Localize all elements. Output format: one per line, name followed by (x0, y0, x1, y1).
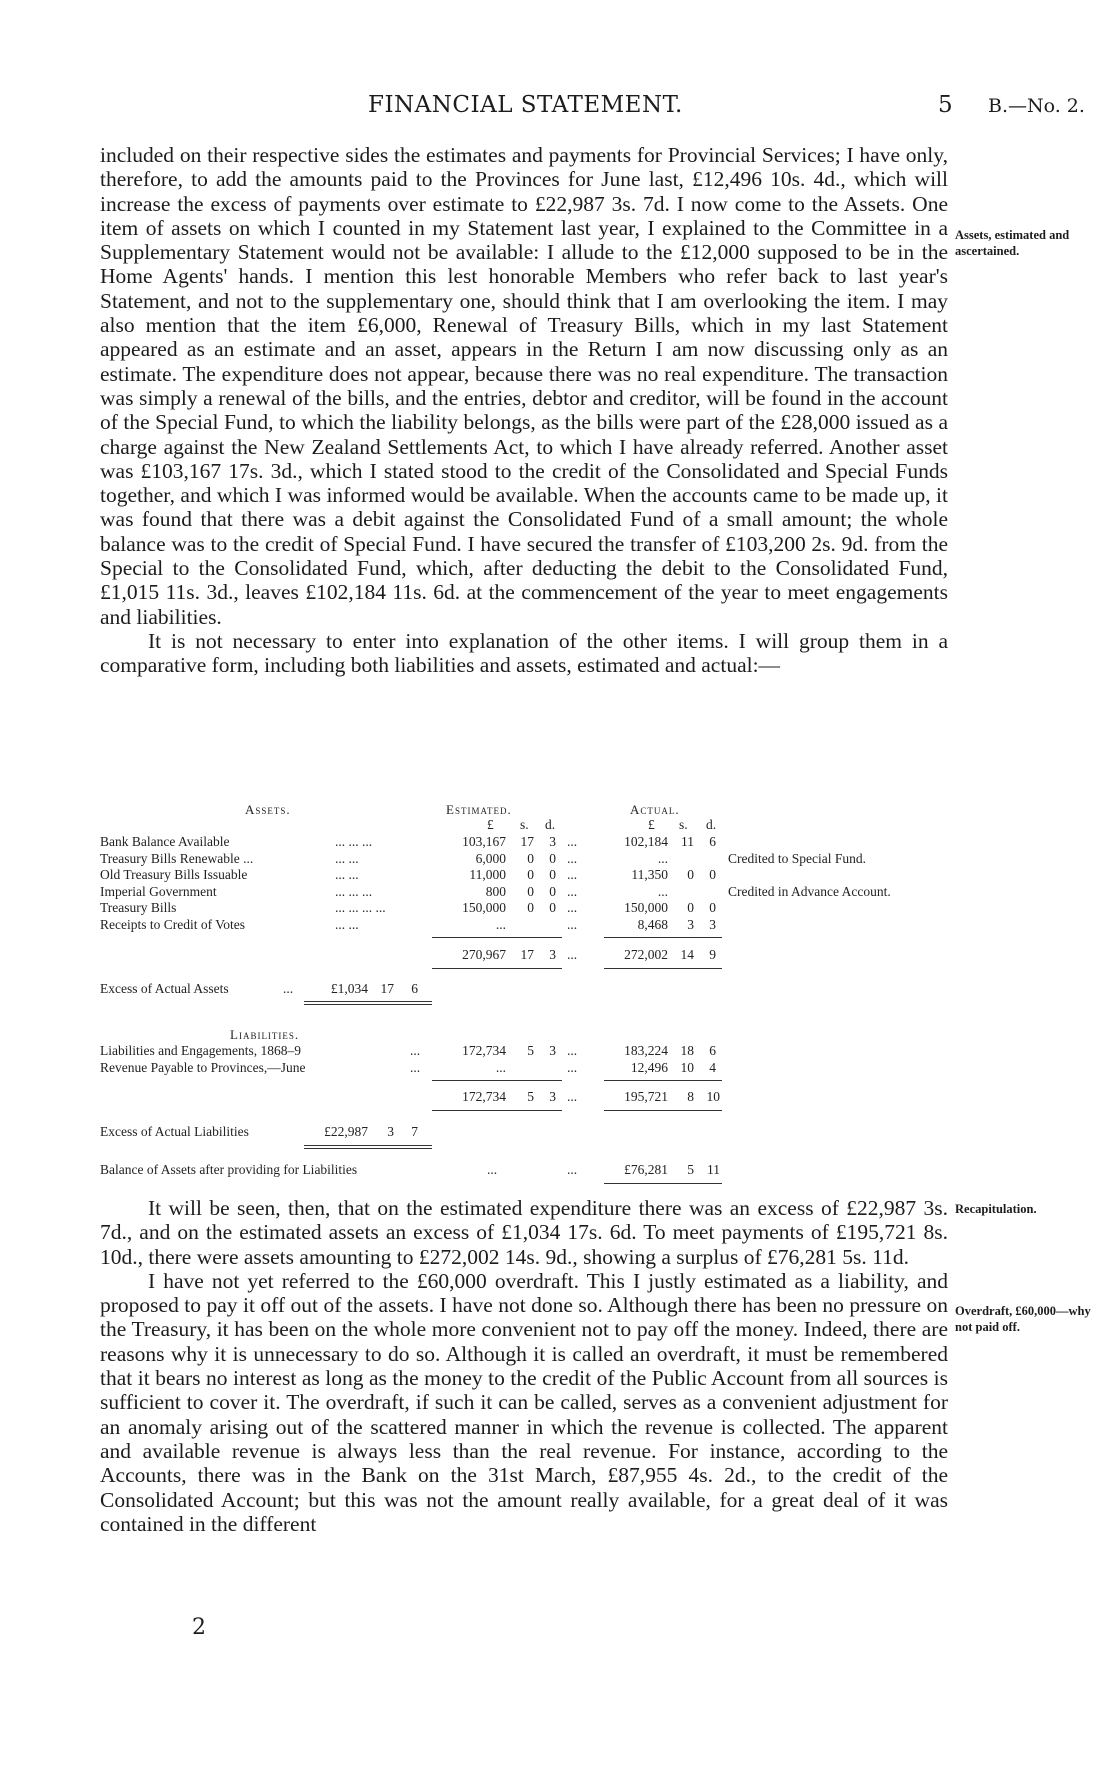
assets-total-act-shillings: 14 (680, 947, 694, 962)
liability-act-shillings: 10 (680, 1059, 694, 1075)
liability-est-shillings: 5 (527, 1043, 534, 1058)
liab-total-est-shillings: 5 (527, 1089, 534, 1104)
asset-row-mid-leader: ... (567, 867, 578, 882)
body-lower (100, 1196, 948, 1536)
asset-act-pounds: 150,000 (624, 900, 668, 915)
asset-row-label: Old Treasury Bills Issuable (100, 867, 248, 882)
excess-assets-pence: 6 (411, 981, 418, 996)
liability-row-leader: ... (410, 1043, 421, 1058)
asset-act-shillings: 11 (681, 834, 694, 849)
asset-est-shillings: 0 (527, 900, 534, 915)
asset-act-pounds: 11,350 (631, 867, 668, 882)
asset-act-pounds: ... (657, 850, 668, 866)
margin-note-overdraft: Overdraft, £60,000—why not paid off. (955, 1304, 1091, 1334)
balance-pence: 11 (707, 1162, 720, 1177)
asset-est-shillings: 0 (527, 850, 534, 866)
paragraph-3: It will be seen, then, that on the estimated expenditure there was an excess of £22,987 3s. 7d., and on the estimated assets an excess of £1,034 17s. 6d. To meet payments of £195,721 8s. 10d., there were assets amounting to £272,002 14s. 9d., showing a surplus of £76,281 5s. 11d. (100, 1196, 948, 1269)
asset-est-pounds: 6,000 (475, 850, 506, 866)
asset-est-pounds: ... (495, 916, 506, 932)
asset-est-shillings: 0 (527, 883, 534, 899)
act-shilling-header: s. (679, 817, 688, 832)
asset-est-pence: 0 (549, 850, 556, 866)
asset-row-leader: ... ... ... (335, 834, 373, 849)
asset-est-pence: 0 (549, 900, 556, 915)
estimated-heading: Estimated. (446, 802, 512, 817)
asset-act-pence: 0 (709, 867, 716, 882)
asset-act-shillings: 0 (687, 900, 694, 915)
liability-act-shillings: 18 (680, 1043, 694, 1058)
liab-total-est-pounds: 172,734 (462, 1089, 506, 1104)
liab-total-est-pence: 3 (549, 1089, 556, 1104)
asset-row-mid-leader: ... (567, 850, 578, 866)
asset-est-shillings: 0 (527, 867, 534, 882)
asset-row-label: Imperial Government (100, 883, 217, 899)
excess-assets-shillings: 17 (380, 981, 394, 996)
excess-assets-leader: ... (283, 981, 294, 996)
assets-total-act-pence: 9 (709, 947, 716, 962)
asset-row-label: Treasury Bills Renewable ... (100, 850, 254, 866)
paragraph-2: It is not necessary to enter into explanation of the other items. I will group them in a comparative form, including both liabilities and assets, estimated and actual:— (100, 628, 948, 678)
paragraph-1: included on their respective sides the estimates and payments for Provincial Services; I have only, therefore, to add the amounts paid to the Provinces for June last, £12,496 10s. 4d., which will increase the excess of payments over estimate to £22,987 3s. 7d. I now come to the Assets. One item of assets on which I counted in my Statement last year, I explained to the Committee in a Supplementary Statement would not be available: I allude to the £12,000 supposed to be in the Home Agents' hands. I mention this lest honorable Members who refer back to last year's Statement, and not to the supplementary one, should think that I am overlooking the item. I may also mention that the item £6,000, Renewal of Treasury Bills, which in my last Statement appeared as an estimate and an asset, appears in the Return I am now discussing only as an estimate. The expenditure does not appear, because there was no real expenditure. The transaction was simply a renewal of the bills, and the entries, debtor and creditor, will be found in the account of the Special Fund, to which the liability belongs, as the bills were part of the £28,000 issued as a charge against the New Zealand Settlements Act, to which I have already referred. Another asset was £103,167 17s. 3d., which I stated stood to the credit of the Consolidated and Special Funds together, and which I was informed would be available. When the accounts came to be made up, it was found that there was a debit against the Consolidated Fund of a small amount; the whole balance was to the credit of Special Fund. I have secured the transfer of £103,200 2s. 9d. from the Special to the Consolidated Fund, which, after deducting the debit to the Consolidated Fund, £1,015 11s. 3d., leaves £102,184 11s. 6d. at the commencement of the year to meet engagements and liabilities. (100, 143, 948, 629)
balance-leader-2: ... (567, 1162, 578, 1177)
liab-total-act-pounds: 195,721 (624, 1089, 668, 1104)
liability-row-leader: ... (410, 1059, 421, 1075)
balance-pounds: £76,281 (624, 1162, 668, 1177)
body-upper (100, 143, 948, 678)
asset-row-label: Treasury Bills (100, 900, 177, 915)
est-pound-header: £ (487, 817, 494, 832)
liability-act-pounds: 183,224 (624, 1043, 668, 1058)
act-pence-header: d. (706, 817, 717, 832)
asset-act-pence: 3 (709, 916, 716, 932)
asset-row-label: Receipts to Credit of Votes (100, 916, 245, 932)
liab-total-act-shillings: 8 (687, 1089, 694, 1104)
asset-act-pence: 6 (709, 834, 716, 849)
asset-row-leader: ... ... (335, 916, 359, 932)
asset-row-mid-leader: ... (567, 834, 578, 849)
liability-act-pence: 4 (709, 1059, 716, 1075)
est-shilling-header: s. (520, 817, 529, 832)
margin-note-assets: Assets, estimated and ascertained. (955, 228, 1070, 258)
act-pound-header: £ (648, 817, 655, 832)
asset-est-pence: 3 (549, 834, 556, 849)
asset-act-pounds: ... (657, 883, 668, 899)
liabilities-heading: Liabilities. (230, 1027, 300, 1042)
liability-act-pence: 6 (709, 1043, 716, 1058)
assets-total-est-pounds: 270,967 (462, 947, 506, 962)
excess-liab-label: Excess of Actual Liabilities (100, 1124, 249, 1139)
excess-liab-pounds: £22,987 (324, 1124, 368, 1139)
asset-row-note: Credited to Special Fund. (728, 850, 866, 866)
asset-act-shillings: 3 (687, 916, 694, 932)
asset-row-mid-leader: ... (567, 883, 578, 899)
assets-total-est-pence: 3 (549, 947, 556, 962)
asset-row-leader: ... ... (335, 867, 359, 882)
excess-liab-pence: 7 (411, 1124, 418, 1139)
liability-act-pounds: 12,496 (630, 1059, 668, 1075)
liab-total-leader: ... (567, 1089, 578, 1104)
asset-act-pounds: 8,468 (637, 916, 668, 932)
asset-act-pounds: 102,184 (624, 834, 668, 849)
running-title: FINANCIAL STATEMENT. (368, 92, 683, 118)
assets-total-act-pounds: 272,002 (624, 947, 668, 962)
asset-row-leader: ... ... ... ... (335, 900, 386, 915)
asset-act-pence: 0 (709, 900, 716, 915)
asset-act-shillings: 0 (687, 867, 694, 882)
asset-est-shillings: 17 (520, 834, 534, 849)
asset-row-label: Bank Balance Available (100, 834, 230, 849)
liab-total-act-pence: 10 (706, 1089, 720, 1104)
asset-est-pence: 0 (549, 883, 556, 899)
assets-heading: Assets. (245, 802, 291, 817)
asset-row-leader: ... ... ... (335, 883, 373, 899)
excess-assets-label: Excess of Actual Assets (100, 981, 229, 996)
liability-row-mid-leader: ... (567, 1043, 578, 1058)
liability-est-pounds: ... (495, 1059, 506, 1075)
excess-assets-pounds: £1,034 (330, 981, 368, 996)
asset-row-leader: ... ... (335, 850, 359, 866)
est-pence-header: d. (545, 817, 556, 832)
liability-row-label: Revenue Payable to Provinces,—June (100, 1059, 306, 1075)
asset-est-pounds: 11,000 (469, 867, 506, 882)
asset-row-mid-leader: ... (567, 916, 578, 932)
liability-est-pence: 3 (549, 1043, 556, 1058)
asset-est-pounds: 103,167 (462, 834, 506, 849)
margin-note-recapitulation: Recapitulation. (955, 1202, 1037, 1216)
asset-est-pounds: 150,000 (462, 900, 506, 915)
liability-row-label: Liabilities and Engagements, 1868–9 (100, 1043, 301, 1058)
asset-est-pence: 0 (549, 867, 556, 882)
balance-leader-1: ... (487, 1162, 498, 1177)
signature-mark: 2 (192, 1615, 206, 1640)
page-number: 5 (938, 92, 953, 118)
assets-total-est-shillings: 17 (520, 947, 534, 962)
excess-liab-shillings: 3 (387, 1124, 394, 1139)
asset-row-mid-leader: ... (567, 900, 578, 915)
liability-row-mid-leader: ... (567, 1059, 578, 1075)
asset-row-note: Credited in Advance Account. (728, 883, 891, 899)
paragraph-4: I have not yet referred to the £60,000 overdraft. This I justly estimated as a liability, and proposed to pay it off out of the assets. I have not done so. Although there has been no pressure on the Treasury, it has been on the whole more convenient not to pay off the money. Indeed, there are reasons why it is unnecessary to do so. Although it is called an overdraft, it must be remembered that it bears no interest as long as the money to the credit of the Public Account from all sources is sufficient to cover it. The overdraft, if such it can be called, serves as a convenient adjustment for an anomaly arising out of the scattered manner in which the revenue is collected. The apparent and available revenue is always less than the real revenue. For instance, according to the Accounts, there was in the Bank on the 31st March, £87,955 4s. 2d., to the credit of the Consolidated Account; but this was not the amount really available, for a great deal of it was contained in the different (100, 1268, 948, 1536)
assets-total-leader: ... (567, 947, 578, 962)
liability-est-pounds: 172,734 (462, 1043, 506, 1058)
balance-label: Balance of Assets after providing for Liabilities (100, 1162, 358, 1177)
actual-heading: Actual. (630, 802, 680, 817)
asset-est-pounds: 800 (485, 883, 506, 899)
balance-shillings: 5 (687, 1162, 694, 1177)
document-reference: B.—No. 2. (988, 95, 1085, 117)
